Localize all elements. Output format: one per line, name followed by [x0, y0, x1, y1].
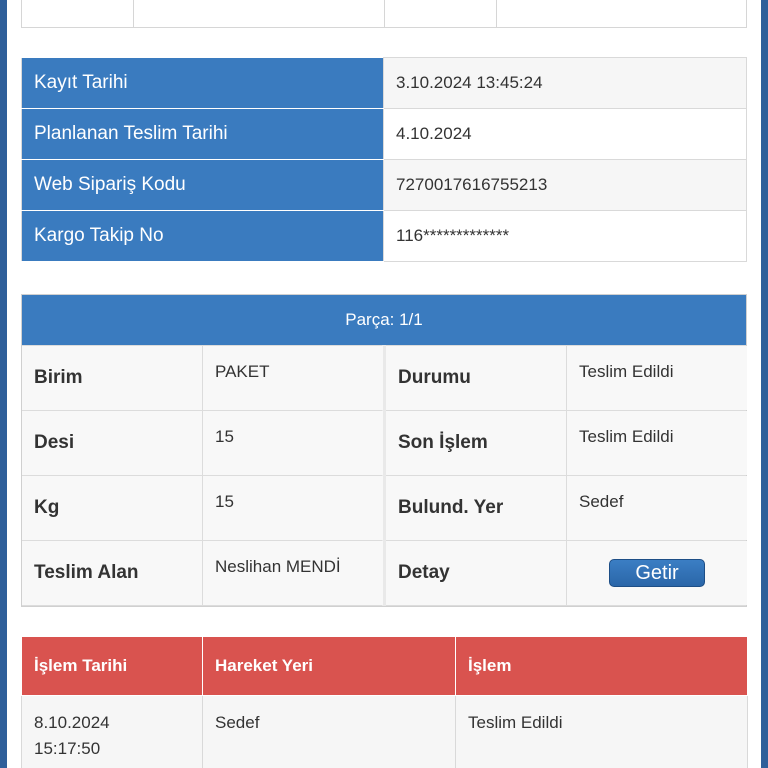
info-label: Planlanan Teslim Tarihi — [22, 109, 384, 160]
previous-table-partial — [21, 0, 747, 28]
parcel-details-grid — [22, 345, 746, 606]
history-header-hareket-yeri: Hareket Yeri — [203, 637, 456, 696]
previous-table-cell — [134, 0, 385, 27]
parcel-label-desi: Desi — [22, 411, 202, 475]
parcel-label-teslim-alan: Teslim Alan — [22, 541, 202, 605]
history-place: Sedef — [203, 696, 456, 768]
parcel-label-son-islem: Son İşlem — [386, 411, 566, 475]
info-row-web-siparis-kodu — [22, 160, 747, 211]
movement-history-table — [21, 636, 748, 768]
info-row-kayit-tarihi — [22, 58, 747, 109]
parcel-label-birim: Birim — [22, 346, 202, 410]
history-date: 8.10.2024 — [34, 713, 110, 732]
previous-table-cell — [497, 0, 746, 27]
info-row-kargo-takip-no — [22, 211, 747, 262]
parcel-detail-cell — [567, 541, 747, 605]
parcel-value-son-islem: Teslim Edildi — [567, 411, 747, 475]
parcel-value-teslim-alan: Neslihan MENDİ — [203, 541, 383, 605]
parcel-panel — [21, 294, 747, 607]
getir-button[interactable]: Getir — [609, 559, 705, 587]
parcel-label-kg: Kg — [22, 476, 202, 540]
history-header-islem-tarihi: İşlem Tarihi — [22, 637, 203, 696]
info-row-planlanan-teslim-tarihi — [22, 109, 747, 160]
parcel-value-birim: PAKET — [203, 346, 383, 410]
history-time: 15:17:50 — [34, 739, 101, 758]
parcel-value-kg: 15 — [203, 476, 383, 540]
parcel-label-bulund-yer: Bulund. Yer — [386, 476, 566, 540]
parcel-title: Parça: 1/1 — [22, 295, 746, 345]
info-label: Kayıt Tarihi — [22, 58, 384, 109]
history-action: Teslim Edildi — [456, 696, 748, 768]
parcel-label-detay: Detay — [386, 541, 566, 605]
parcel-left-column — [22, 345, 382, 606]
parcel-right-column — [386, 345, 746, 606]
info-label: Web Sipariş Kodu — [22, 160, 384, 211]
shipment-info-table — [21, 57, 747, 262]
page — [7, 0, 761, 768]
info-value: 4.10.2024 — [384, 109, 747, 160]
history-date-cell — [22, 696, 203, 768]
info-label: Kargo Takip No — [22, 211, 384, 262]
info-value: 116************* — [384, 211, 747, 262]
parcel-value-bulund-yer: Sedef — [567, 476, 747, 540]
info-value: 7270017616755213 — [384, 160, 747, 211]
history-row — [22, 696, 748, 768]
previous-table-cell — [385, 0, 497, 27]
parcel-value-desi: 15 — [203, 411, 383, 475]
history-header-islem: İşlem — [456, 637, 748, 696]
parcel-value-durumu: Teslim Edildi — [567, 346, 747, 410]
history-header-row — [22, 637, 748, 696]
previous-table-cell — [22, 0, 134, 27]
info-value: 3.10.2024 13:45:24 — [384, 58, 747, 109]
parcel-label-durumu: Durumu — [386, 346, 566, 410]
